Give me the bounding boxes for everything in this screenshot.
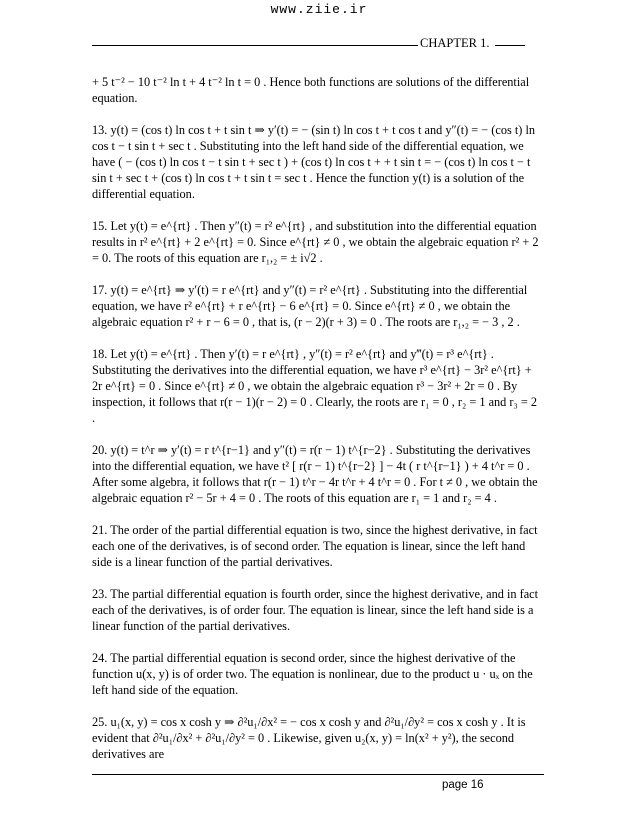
header-rule-right (495, 45, 525, 46)
solutions-body (92, 74, 540, 778)
paragraph-problem-17: 17. y(t) = e^{rt} ⇒ y′(t) = r e^{rt} and y″(t) = r² e^{rt} . Substituting into the differential equation, we have r² e^{rt} + r e^{rt} − 6 e^{rt} = 0. Since e^{rt} ≠ 0 , we obtain the algebraic equation r² + r − 6 = 0 , that is, (r − 2)(r + 3) = 0 . The roots are r₁,₂ = − 3 , 2 . (92, 283, 528, 329)
paragraph-problem-23: 23. The partial differential equation is fourth order, since the highest derivative, and in fact each of the derivatives, is of order four. The equation is linear, since the left hand side is a linear function of the partial derivatives. (92, 587, 539, 633)
watermark-url: www.ziie.ir (270, 2, 368, 17)
footer-rule (92, 774, 544, 775)
paragraph-problem-15: 15. Let y(t) = e^{rt} . Then y″(t) = r² e^{rt} , and substitution into the differential equation results in r² e^{rt} + 2 e^{rt} = 0. Since e^{rt} ≠ 0 , we obtain the algebraic equation r² + 2 = 0. The roots of this equation are r₁,₂ = ± i√2 . (92, 219, 539, 265)
page-number: page 16 (442, 779, 484, 791)
paragraph-problem-13: 13. y(t) = (cos t) ln cos t + t sin t ⇒ y′(t) = − (sin t) ln cos t + t cos t and y″(t) = − (cos t) ln cos t − t sin t + sec t . Substituting into the left hand side of the differential equation, we have ( − (cos t) ln cos t − t sin t + sec t ) + (cos t) ln cos t + + t sin t = − (cos t) ln cos t − t sin t + sec t + (cos t) ln cos t + t sin t = sec t . Hence the function y(t) is a solution of the differential equation. (92, 123, 536, 201)
paragraph-problem-18: 18. Let y(t) = e^{rt} . Then y′(t) = r e^{rt} , y″(t) = r² e^{rt} and y‴(t) = r³ e^{rt} . Substituting the derivatives into the differential equation, we have r³ e^{rt} − 3r² e^{rt} + 2r e^{rt} = 0 . Since e^{rt} ≠ 0 , we obtain the algebraic equation r³ − 3r² + 2r = 0 . By inspection, it follows that r(r − 1)(r − 2) = 0 . Clearly, the roots are r₁ = 0 , r₂ = 1 and r₃ = 2 . (92, 347, 538, 425)
chapter-heading: CHAPTER 1. (420, 36, 490, 50)
paragraph-problem-20: 20. y(t) = t^r ⇒ y′(t) = r t^{r−1} and y″(t) = r(r − 1) t^{r−2} . Substituting the derivatives into the differential equation, we have t² [ r(r − 1) t^{r−2} ] − 4t ( r t^{r−1} ) + 4 t^r = 0 . After some algebra, it follows that r(r − 1) t^r − 4r t^r + 4 t^r = 0 . For t ≠ 0 , we obtain the algebraic equation r² − 5r + 4 = 0 . The roots of this equation are r₁ = 1 and r₂ = 4 . (92, 443, 538, 505)
paragraph-problem-21: 21. The order of the partial differential equation is two, since the highest derivative, in fact each one of the derivatives, is of second order. The equation is linear, since the left hand side is a linear function of the partial derivatives. (92, 523, 538, 569)
paragraph-problem-25: 25. u₁(x, y) = cos x cosh y ⇒ ∂²u₁/∂x² = − cos x cosh y and ∂²u₁/∂y² = cos x cosh y . It is evident that ∂²u₁/∂x² + ∂²u₁/∂y² = 0 . Likewise, given u₂(x, y) = ln(x² + y²), the second derivatives are (92, 715, 526, 761)
paragraph-continuation: + 5 t⁻² − 10 t⁻² ln t + 4 t⁻² ln t = 0 . Hence both functions are solutions of the differential equation. (92, 75, 530, 105)
paragraph-problem-24: 24. The partial differential equation is second order, since the highest derivative of the function u(x, y) is of order two. The equation is nonlinear, due to the product u · uₓ on the left hand side of the equation. (92, 651, 533, 697)
header-rule-left (92, 45, 418, 46)
